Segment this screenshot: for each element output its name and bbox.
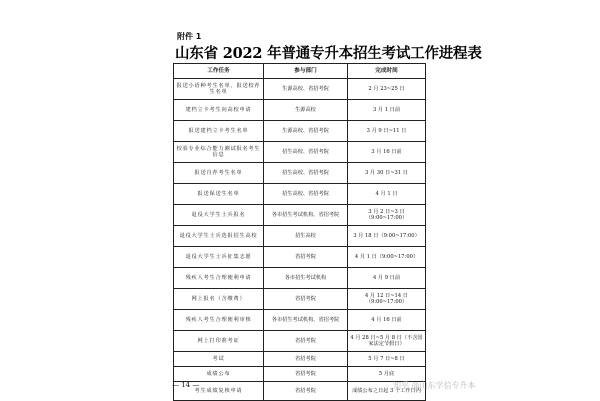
department-cell: 省招考院 [264, 331, 348, 352]
task-cell: 考试 [174, 352, 264, 367]
department-cell: 省招考院 [264, 367, 348, 382]
task-cell: 退役大学生士兵选报招生高校 [174, 226, 264, 247]
task-cell: 退役大学生士兵征集志愿 [174, 247, 264, 268]
task-cell: 成绩公布 [174, 367, 264, 382]
table-row [174, 184, 426, 205]
department-cell: 各市招生考试机构、省招考院 [264, 205, 348, 226]
column-header-department: 参与部门 [264, 64, 348, 79]
date-cell: 3 月 18 日（9:00~17:00） [348, 226, 426, 247]
department-cell: 省招考院 [264, 382, 348, 401]
task-cell: 建档立卡考生向高校申请 [174, 100, 264, 121]
task-cell: 网上报名（含缴费） [174, 289, 264, 310]
task-cell: 退役大学生士兵报名 [174, 205, 264, 226]
date-cell: 2 月 23~25 日 [348, 79, 426, 100]
date-cell: 5 月 7 日~8 日 [348, 352, 426, 367]
date-cell: 3 月 1 日前 [348, 100, 426, 121]
column-header-date: 完成时间 [348, 64, 426, 79]
task-cell: 报送建档立卡考生名单 [174, 121, 264, 142]
department-cell: 省招考院 [264, 352, 348, 367]
task-cell: 校验专业综合能力测试报名考生信息 [174, 142, 264, 163]
table-row [174, 100, 426, 121]
table-row [174, 142, 426, 163]
date-cell: 4 月 12 日~14 日（9:00~17:00） [348, 289, 426, 310]
table-row [174, 367, 426, 382]
date-cell: 3 月 16 日前 [348, 142, 426, 163]
department-cell: 招生高校 [264, 226, 348, 247]
department-cell: 省招考院 [264, 289, 348, 310]
page-title: 山东省 2022 年普通专升本招生考试工作进程表 [175, 45, 482, 62]
watermark: 知乎 @山东学信专升本 [393, 381, 476, 390]
date-cell: 5 月底 [348, 367, 426, 382]
task-cell: 残疾人考生合理便利审核 [174, 310, 264, 331]
task-cell: 报送自荐考生名单 [174, 163, 264, 184]
table-row [174, 163, 426, 184]
date-cell: 成绩公布之日起 3 个工作日内 [348, 382, 426, 401]
table-row [174, 382, 426, 401]
date-cell: 3 月 9 日~11 日 [348, 121, 426, 142]
department-cell: 生源高校 [264, 100, 348, 121]
date-cell: 4 月 1 日（9:00~17:00） [348, 247, 426, 268]
table-row [174, 289, 426, 310]
table-row [174, 310, 426, 331]
department-cell: 各市招生考试机构 [264, 268, 348, 289]
department-cell: 招生高校、省招考院 [264, 142, 348, 163]
department-cell: 各市招生考试机构、省招考院 [264, 310, 348, 331]
date-cell: 3 月 30 日~31 日 [348, 163, 426, 184]
table-header-row [174, 64, 426, 79]
table-row [174, 79, 426, 100]
task-cell: 报送保送生名单 [174, 184, 264, 205]
date-cell: 4 月 16 日前 [348, 310, 426, 331]
task-cell: 残疾人考生合理便利申请 [174, 268, 264, 289]
department-cell: 生源高校、省招考院 [264, 79, 348, 100]
table-row [174, 205, 426, 226]
date-cell: 4 月 28 日~5 月 8 日（不含国家法定节假日） [348, 331, 426, 352]
date-cell: 4 月 9 日前 [348, 268, 426, 289]
table-row [174, 121, 426, 142]
task-cell: 网上打印准考证 [174, 331, 264, 352]
attachment-label: 附件 1 [177, 32, 202, 41]
date-cell: 4 月 1 日 [348, 184, 426, 205]
department-cell: 生源高校、省招考院 [264, 121, 348, 142]
table-row [174, 247, 426, 268]
department-cell: 招生高校、省招考院 [264, 163, 348, 184]
table-row [174, 352, 426, 367]
table-row [174, 331, 426, 352]
department-cell: 招生高校、省招考院 [264, 184, 348, 205]
department-cell: 省招考院 [264, 247, 348, 268]
page-number: — 14 — [172, 381, 200, 389]
task-cell: 考生成绩复核申请 [174, 382, 264, 401]
table-row [174, 268, 426, 289]
date-cell: 3 月 2 日~3 日（9:00~17:00） [348, 205, 426, 226]
task-cell: 报送小语种考生名单、报送校荐生名单 [174, 79, 264, 100]
table-row [174, 226, 426, 247]
schedule-table [173, 63, 426, 401]
column-header-task: 工作任务 [174, 64, 264, 79]
